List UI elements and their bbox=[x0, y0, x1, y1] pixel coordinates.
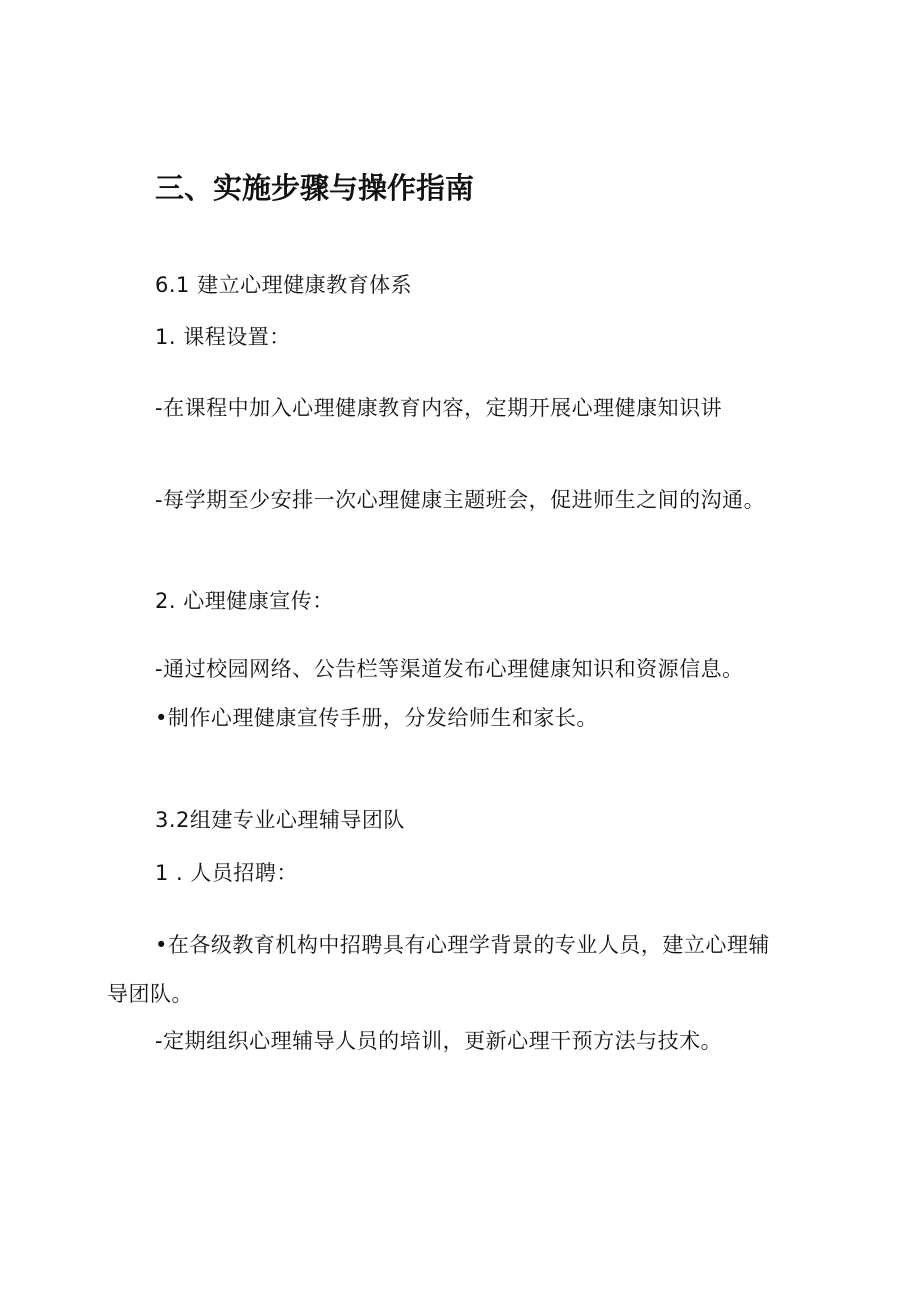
list-item: •制作心理健康宣传手册，分发给师生和家长。 bbox=[155, 706, 598, 730]
list-item: -定期组织心理辅导人员的培训，更新心理干预方法与技术。 bbox=[155, 1029, 723, 1053]
document-heading: 三、实施步骤与操作指南 bbox=[155, 171, 475, 205]
subsection-label-publicity: 2. 心理健康宣传： bbox=[155, 589, 334, 613]
list-item-continuation: 导团队。 bbox=[107, 982, 193, 1006]
subsection-label-course: 1. 课程设置： bbox=[155, 325, 291, 349]
section-title-6-1: 6.1 建立心理健康教育体系 bbox=[155, 273, 413, 297]
list-item: -在课程中加入心理健康教育内容，定期开展心理健康知识讲 bbox=[155, 396, 723, 420]
subsection-label-recruitment: 1 . 人员招聘： bbox=[155, 861, 298, 885]
list-item: -通过校园网络、公告栏等渠道发布心理健康知识和资源信息。 bbox=[155, 657, 744, 681]
section-title-3-2: 3.2组建专业心理辅导团队 bbox=[155, 808, 405, 832]
list-item: -每学期至少安排一次心理健康主题班会，促进师生之间的沟通。 bbox=[155, 488, 766, 512]
list-item: •在各级教育机构中招聘具有心理学背景的专业人员，建立心理辅 bbox=[155, 933, 770, 957]
